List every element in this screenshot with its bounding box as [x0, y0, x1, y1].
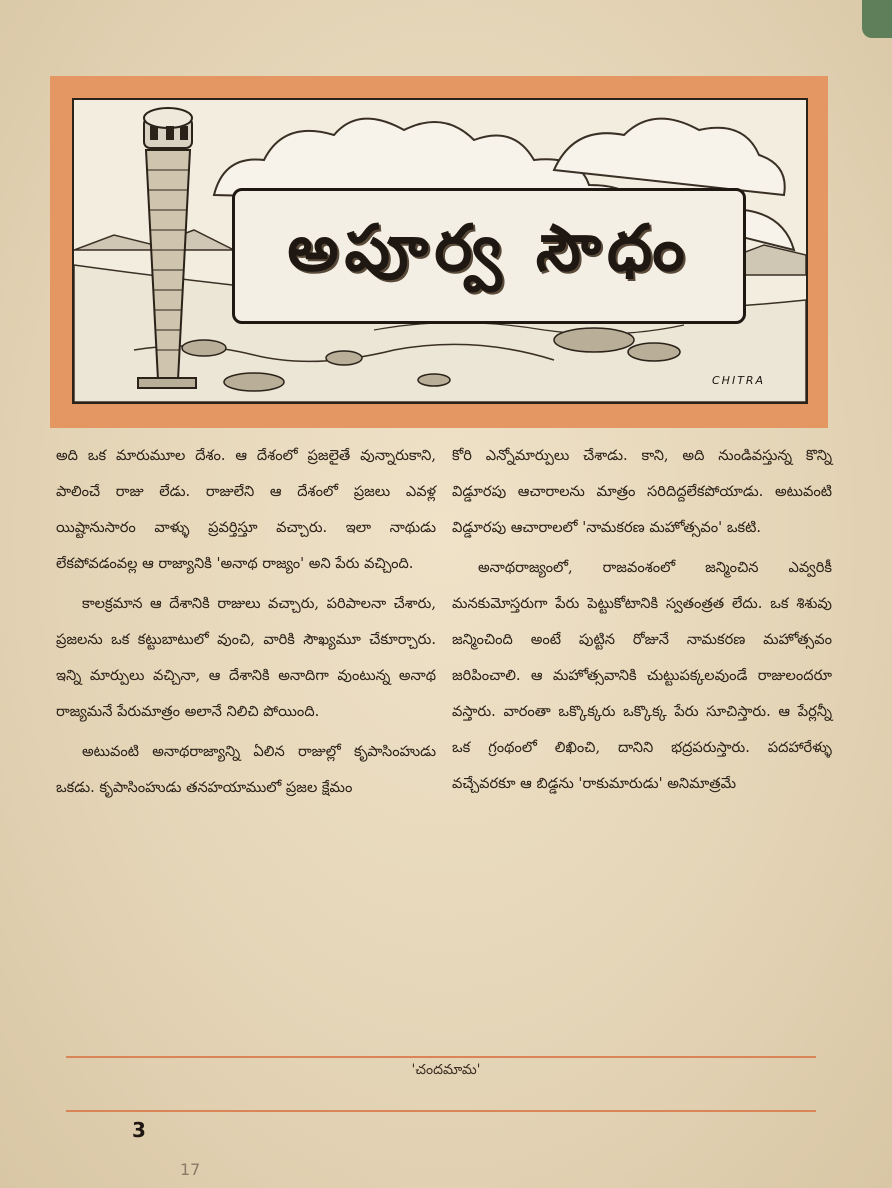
footer-bottom-rule: [66, 1110, 816, 1112]
page-number: 3: [132, 1118, 146, 1142]
scan-mark: 17: [180, 1160, 201, 1179]
paragraph: అనాథరాజ్యంలో, రాజవంశంలో జన్మించిన ఎవ్వరికీ మనకుమోస్తరుగా పేరు పెట్టుకోటానికి స్వతంత్రత లేదు. ఒక శిశువు జన్మించింది అంటే పుట్టిన రోజునే నామకరణ మహోత్సవం జరిపించాలి. ఆ మహోత్సవానికి చుట్టుపక్కలవుండే రాజులందరూ వస్తారు. వారంతా ఒక్కొక్కరు ఒక్కొక్క పేరు సూచిస్తారు. ఆ పేర్లన్నీ ఒక గ్రంథంలో లిఖించి, దానిని భద్రపరుస్తారు. పదహారేళ్ళు వచ్చేవరకూ ఆ బిడ్డను 'రాకుమారుడు' అనిమాత్రమే: [452, 559, 832, 792]
paragraph: అది ఒక మారుమూల దేశం. ఆ దేశంలో ప్రజలైతే వున్నారుకాని, పాలించే రాజు లేడు. రాజులేని ఆ దేశంలో ప్రజలు ఎవళ్ల యిష్టానుసారం వాళ్ళు ప్రవర్తిస్తూ వచ్చారు. ఇలా నాథుడు లేకపోవడంవల్ల ఆ రాజ్యానికి 'అనాథ రాజ్యం' అని పేరు వచ్చింది.: [56, 447, 436, 572]
paragraph: కోరి ఎన్నోమార్పులు చేశాడు. కాని, అది నుండివస్తున్న కొన్ని విడ్డూరపు ఆచారాలను మాత్రం సరిదిద్దలేకపోయాడు. అటువంటి విడ్డూరపు ఆచారాలలో 'నామకరణ మహోత్సవం' ఒకటి.: [452, 447, 832, 536]
article-left-column: [56, 438, 436, 810]
article-right-column: [452, 438, 832, 806]
title-panel: [232, 188, 746, 324]
footer-top-rule: [66, 1056, 816, 1058]
artist-signature: CHITRA: [712, 374, 766, 387]
paragraph: కాలక్రమాన ఆ దేశానికి రాజులు వచ్చారు, పరిపాలనా చేశారు, ప్రజలను ఒక కట్టుబాటులో వుంచి, వారికి సౌఖ్యమూ చేకూర్చారు. ఇన్ని మార్పులు వచ్చినా, ఆ దేశానికి అనాదిగా వుంటున్న అనాథ రాజ్యమనే పేరుమాత్రం అలానే నిలిచి పోయింది.: [56, 595, 436, 720]
corner-tab: [862, 0, 892, 38]
story-title: అపూర్వ సౌధం: [287, 211, 691, 286]
paragraph: అటువంటి అనాథరాజ్యాన్ని ఏలిన రాజుల్లో కృపాసింహుడు ఒకడు. కృపాసింహుడు తనహయాములో ప్రజల క్షేమం: [56, 743, 436, 796]
magazine-name: 'చందమామ': [411, 1062, 481, 1078]
